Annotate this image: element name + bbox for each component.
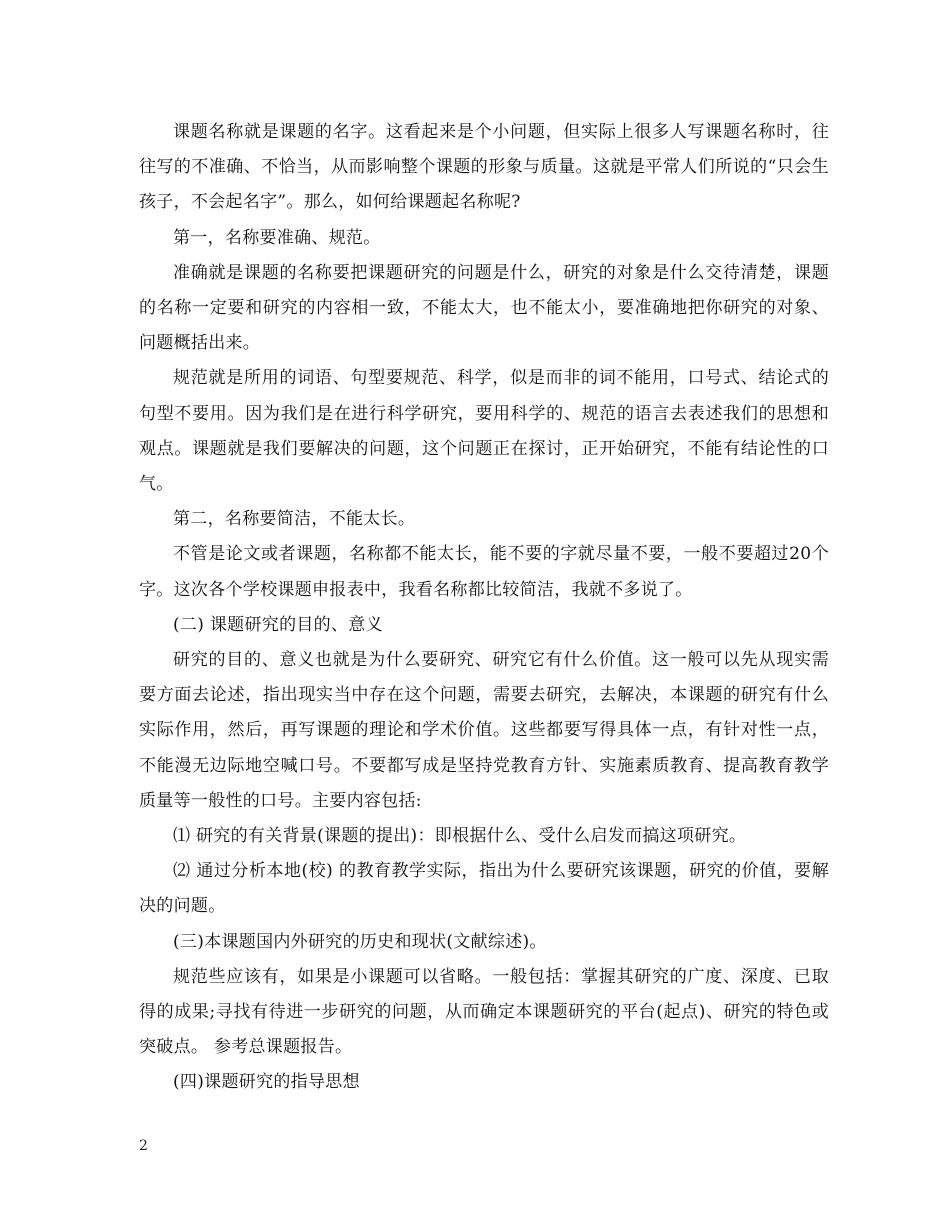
list-item: ⑴ 研究的有关背景(课题的提出)：即根据什么、受什么启发而搞这项研究。 (173, 826, 747, 847)
list-item: ⑵ 通过分析本地(校) 的教育教学实际，指出为什么要研究该课题，研究的价值，要解决的问题。 (139, 861, 829, 917)
section-heading: 第一，名称要准确、规范。 (173, 227, 381, 248)
page-number: 2 (139, 1138, 148, 1154)
section-heading: 第二，名称要简洁，不能太长。 (173, 509, 416, 530)
section-heading: (二) 课题研究的目的、意义 (173, 614, 383, 635)
section-heading: (四)课题研究的指导思想 (173, 1072, 360, 1093)
body-text (139, 115, 829, 1101)
paragraph: 规范些应该有，如果是小课题可以省略。一般包括：掌握其研究的广度、深度、已取得的成果;寻找有待进一步研究的问题，从而确定本课题研究的平台(起点)、研究的特色或突破点。 参考总课题报告。 (139, 966, 829, 1058)
paragraph: 课题名称就是课题的名字。这看起来是个小问题，但实际上很多人写课题名称时，往往写的不准确、不恰当，从而影响整个课题的形象与质量。这就是平常人们所说的“只会生孩子，不会起名字”。那么，如何给课题起名称呢? (139, 122, 829, 213)
paragraph: 不管是论文或者课题，名称都不能太长，能不要的字就尽量不要，一般不要超过20个字。这次各个学校课题申报表中，我看名称都比较简洁，我就不多说了。 (139, 544, 829, 600)
paragraph: 准确就是课题的名称要把课题研究的问题是什么，研究的对象是什么交待清楚，课题的名称一定要和研究的内容相一致，不能太大，也不能太小，要准确地把你研究的对象、问题概括出来。 (139, 262, 829, 354)
section-heading: (三)本课题国内外研究的历史和现状(文献综述)。 (173, 931, 547, 952)
paragraph: 研究的目的、意义也就是为什么要研究、研究它有什么价值。这一般可以先从现实需要方面去论述，指出现实当中存在这个问题，需要去研究，去解决，本课题的研究有什么实际作用，然后，再写课题的理论和学术价值。这些都要写得具体一点，有针对性一点，不能漫无边际地空喊口号。不要都写成是坚持党教育方针、实施素质教育、提高教育教学质量等一般性的口号。主要内容包括: (139, 650, 829, 811)
paragraph: 规范就是所用的词语、句型要规范、科学，似是而非的词不能用，口号式、结论式的句型不要用。因为我们是在进行科学研究，要用科学的、规范的语言去表述我们的思想和观点。课题就是我们要解决的问题，这个问题正在探讨，正开始研究，不能有结论性的口气。 (139, 368, 829, 495)
